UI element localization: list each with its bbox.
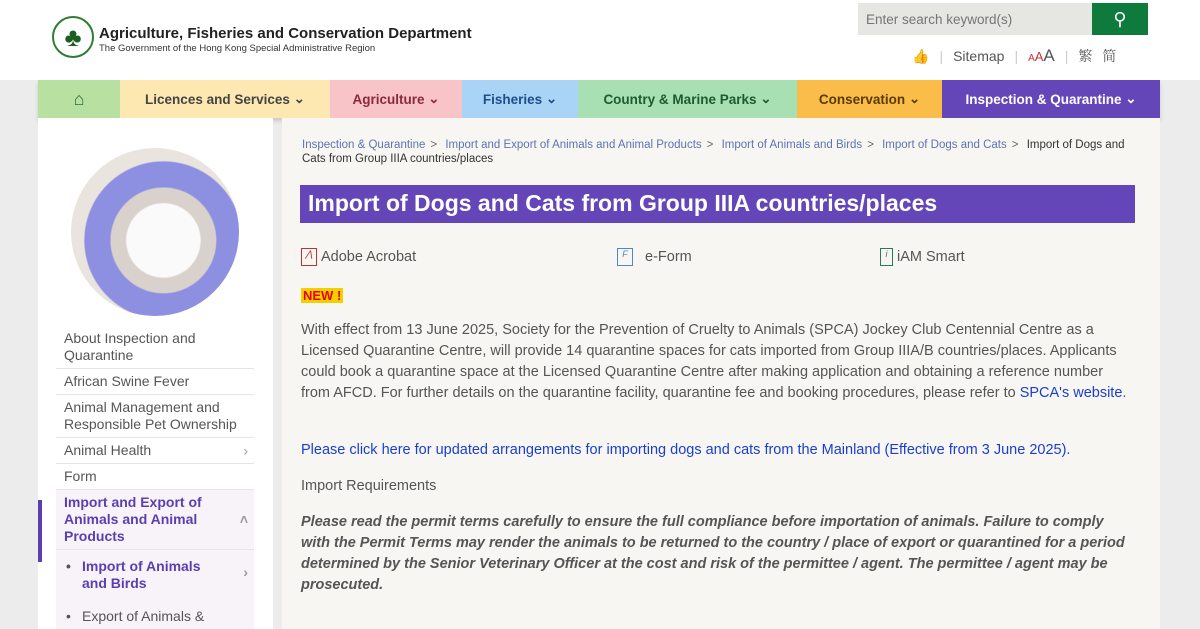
home-icon: ⌂ [73, 88, 85, 109]
home-button[interactable] [38, 80, 120, 118]
lang-trad[interactable]: 繁 [1078, 48, 1093, 64]
chevron-right-icon: › [243, 564, 248, 580]
spca-link[interactable]: SPCA's website [1019, 385, 1123, 401]
sidebar-item-import-export[interactable]: Import and Export of Animals and Animal Products ˄ [56, 490, 254, 550]
search-button[interactable] [1092, 3, 1148, 35]
sidebar-sub-export-animals[interactable]: • Export of Animals & [56, 596, 254, 629]
bc-dogs-cats[interactable]: Import of Dogs and Cats [882, 139, 1007, 151]
iam-smart-icon: i [880, 248, 893, 266]
sidebar-item-about[interactable]: About Inspection and Quarantine [56, 326, 254, 369]
sitemap-link[interactable]: Sitemap [953, 48, 1005, 64]
main-content [282, 118, 1160, 629]
chevron-right-icon: › [243, 442, 248, 458]
nav-agriculture[interactable]: Agriculture ⌄ [330, 80, 462, 118]
header: ♣ Agriculture, Fisheries and Conservation Department The Government of the Hong Kong Special Administrative Region Enter search keyword(s) ⚲ 👍 | Sitemap | AAA | 繁 简 [0, 0, 1200, 80]
font-small[interactable]: A [1028, 53, 1035, 64]
sidebar [38, 118, 273, 629]
import-requirements-heading: Import Requirements [301, 478, 437, 494]
nav-conservation[interactable]: Conservation ⌄ [797, 80, 942, 118]
nav-inspection[interactable]: Inspection & Quarantine ⌄ [942, 80, 1160, 118]
font-large[interactable]: A [1043, 46, 1055, 65]
sidebar-item-animal-health[interactable]: Animal Health › [56, 438, 254, 464]
afcd-logo[interactable]: ♣ [52, 16, 94, 58]
gov-name: The Government of the Hong Kong Special Administrative Region [99, 43, 376, 54]
sidebar-item-animal-management[interactable]: Animal Management and Responsible Pet Ownership [56, 395, 254, 438]
lang-simp[interactable]: 简 [1102, 48, 1117, 64]
pdf-icon: ⋀ [301, 248, 317, 266]
new-badge: NEW ! [303, 288, 342, 303]
sidebar-sub-import-animals[interactable]: • Import of Animals and Birds › [56, 550, 254, 596]
breadcrumb: Inspection & Quarantine > Import and Export of Animals and Animal Products > Import of Animals and Birds > Import of Dogs and Cats > Import of Dogs and Cats from Group IIIA countries/places [302, 139, 1125, 165]
main-nav [38, 80, 1160, 118]
nav-fisheries[interactable]: Fisheries ⌄ [462, 80, 578, 118]
chevron-up-icon: ˄ [239, 511, 248, 527]
nav-licences[interactable]: Licences and Services ⌄ [120, 80, 330, 118]
sidebar-item-form[interactable]: Form [56, 464, 254, 490]
mainland-arrangements-link[interactable]: Please click here for updated arrangements for importing dogs and cats from the Mainland (Effective from 3 June 2025). [301, 442, 1071, 458]
font-size-controls[interactable] [1028, 46, 1055, 66]
search-icon: ⚲ [1113, 8, 1127, 29]
bc-current: Import of Dogs and Cats from Group IIIA countries/places [302, 139, 1125, 165]
social-media-icon[interactable]: 👍 [912, 47, 930, 64]
bc-import-export[interactable]: Import and Export of Animals and Animal Products [445, 139, 702, 151]
bc-inspection[interactable]: Inspection & Quarantine [302, 139, 426, 151]
font-medium[interactable]: A [1034, 49, 1044, 64]
nav-country-parks[interactable]: Country & Marine Parks ⌄ [578, 80, 797, 118]
eform-icon: F [617, 248, 633, 266]
dept-name: Agriculture, Fisheries and Conservation Department [99, 25, 472, 42]
dog-photo [71, 148, 239, 316]
eform-link[interactable]: F e-Form [617, 248, 692, 266]
sidebar-item-asf[interactable]: African Swine Fever [56, 369, 254, 395]
search-input[interactable] [858, 3, 1092, 35]
adobe-acrobat-link[interactable]: ⋀ Adobe Acrobat [301, 248, 416, 266]
spca-paragraph: With effect from 13 June 2025, Society for the Prevention of Cruelty to Animals (SPCA) Jockey Club Centennial Centre as a Licensed Quarantine Centre, will provide 14 quarantine spaces for cats imported from Group IIIA/B countries/places. Applicants could book a quarantine space at the Licensed Quarantine Centre after making application and obtaining a reference number from AFCD. For further details on the quarantine facility, quarantine fee and booking procedures, please refer to SPCA's website. [301, 322, 1127, 401]
page-title: Import of Dogs and Cats from Group IIIA countries/places [300, 185, 1135, 223]
active-indicator [38, 500, 42, 562]
bc-import-animals[interactable]: Import of Animals and Birds [721, 139, 863, 151]
permit-warning: Please read the permit terms carefully to ensure the full compliance before importation of animals. Failure to comply with the Permit Terms may render the animals to be returned to the country / place of export or quarantined for a period determined by the Senior Veterinary Officer at the cost and risk of the permittee / agent. The permittee / agent may be prosecuted. [301, 514, 1125, 593]
iam-smart-link[interactable]: i iAM Smart [880, 248, 965, 266]
